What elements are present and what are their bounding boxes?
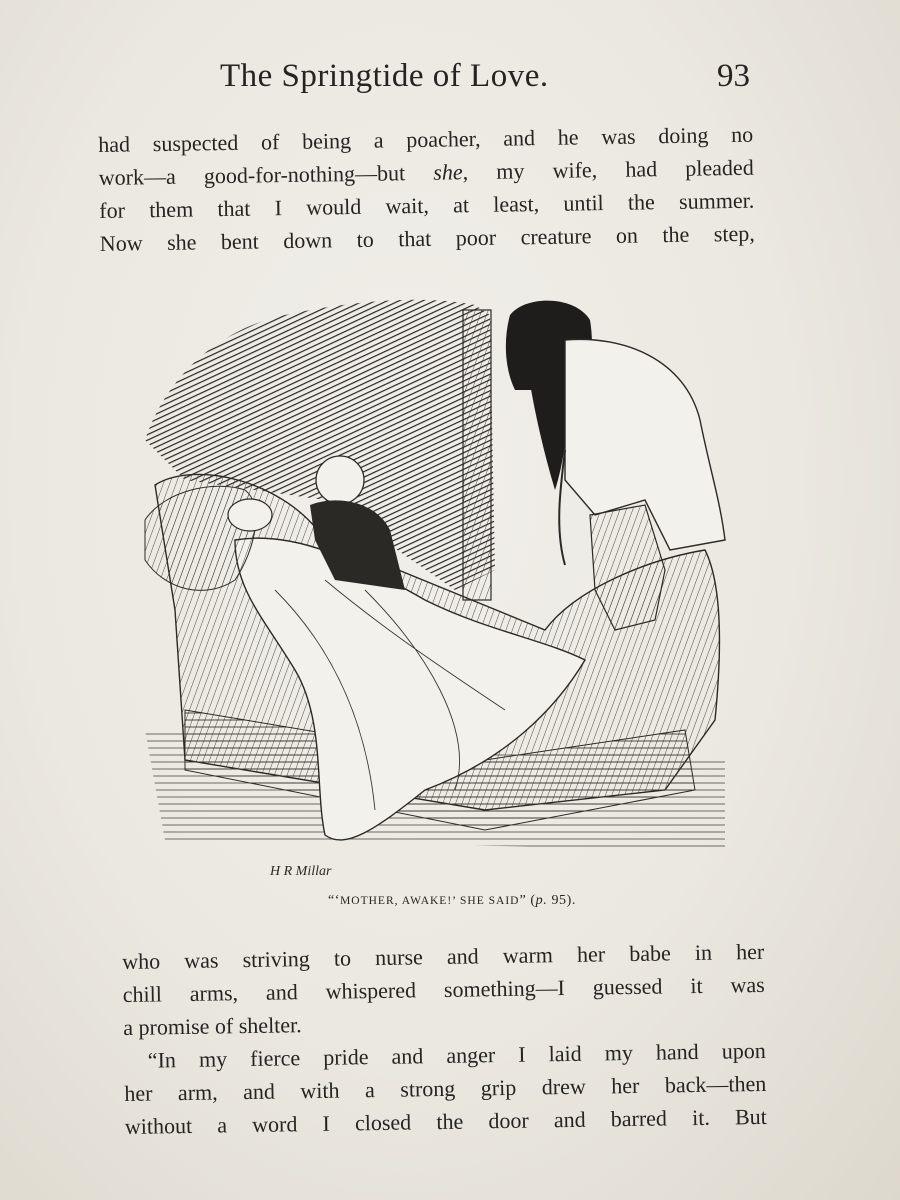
text-span: work—a good-for-nothing—but — [98, 160, 406, 190]
text-line: who was striving to nurse and warm her babe in her — [122, 938, 765, 974]
engraved-illustration — [125, 290, 745, 880]
text-line: without a word I closed the door and barred it. But — [124, 1103, 767, 1139]
page-header — [220, 58, 750, 108]
italic-word: she — [433, 159, 463, 185]
bottom-paragraph — [122, 935, 767, 1143]
child-head — [316, 456, 364, 504]
text-line: chill arms, and whispered something—I guessed it was — [122, 971, 765, 1007]
text-line: “In my fierce pride and anger I laid my hand upon — [147, 1037, 766, 1073]
illustration-caption — [262, 893, 642, 909]
text-line: a promise of shelter. — [123, 1012, 302, 1040]
running-title: The Springtide of Love. — [220, 58, 549, 94]
text-line: had suspected of being a poacher, and he was doing no — [98, 121, 754, 157]
text-line: her arm, and with a strong grip drew her back—then — [124, 1070, 767, 1106]
text-line: Now she bent down to that poor creature on the step, — [99, 220, 755, 256]
caption-page-ref-number: 95). — [547, 893, 577, 908]
top-paragraph — [98, 118, 755, 260]
caption-open: “‘ — [327, 893, 341, 908]
caption-close: ” ( — [519, 893, 536, 908]
woman-face — [228, 499, 272, 531]
caption-text: MOTHER, AWAKE!’ SHE SAID — [340, 895, 520, 907]
text-span: , my wife, had pleaded — [462, 154, 754, 185]
caption-page-ref-italic: p. — [535, 893, 548, 908]
artist-signature: H R Millar — [270, 864, 332, 879]
door-post — [463, 310, 491, 600]
page-number: 93 — [717, 58, 750, 94]
text-line: for them that I would wait, at least, until the summer. — [99, 187, 755, 223]
